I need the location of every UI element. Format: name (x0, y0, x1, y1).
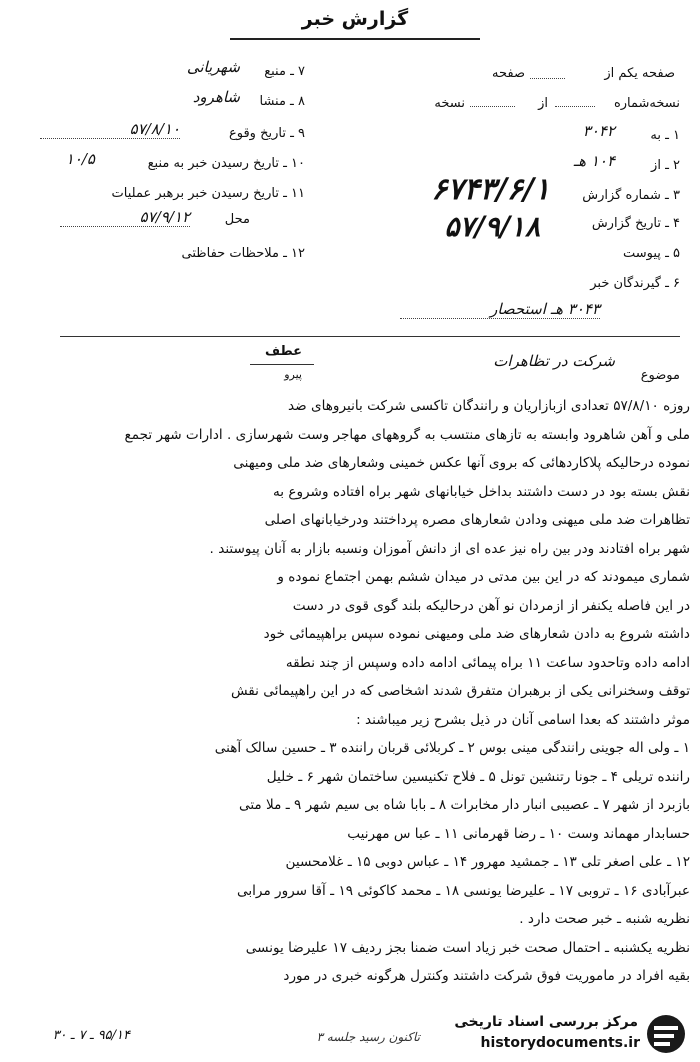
field-4-label: ۴ ـ تاریخ گزارش (591, 216, 680, 231)
page-unit: صفحه (492, 66, 525, 81)
body-line: نظریه یکشنبه ـ احتمال صحت خبر زیاد است ضمنا بجز ردیف ۱۷ علیرضا یونسی (245, 939, 690, 956)
peiro-label: پیرو (284, 368, 302, 381)
body-line: ملی و آهن شاهرود وابسته به تازهای منتسب به گروههای مهاجر وست شهرسازی . ادارات شهر تجمع (124, 426, 690, 443)
field-1-value: ۳۰۴۲ (582, 122, 615, 140)
body-line: داشته شروع به دادن شعارهای ضد ملی ومیهنی نموده سپس براهپیمائی خود (263, 626, 690, 642)
field-6-value: ۳۰۴۳ هـ استحصار (400, 300, 600, 319)
report-body (30, 392, 690, 991)
field-2-value: ۱۰۴ هـ (573, 152, 615, 170)
field-9-value: ۵۷/۸/۱۰ (40, 120, 180, 139)
field-2-label: ۲ ـ از (651, 158, 680, 173)
field-6-label: ۶ ـ گیرندگان خبر (590, 276, 680, 291)
field-3-label: ۳ ـ شماره گزارش (582, 188, 680, 203)
field-5-label: ۵ ـ پیوست (623, 246, 680, 261)
body-line: تظاهرات ضد ملی میهنی ودادن شعارهای مصره پرداختند ودرخیابانهای اصلی (264, 512, 690, 528)
field-7-label: ۷ ـ منبع (264, 64, 305, 79)
field-4-value: ۵۷/۹/۱۸ (444, 210, 540, 243)
atf-label: عطف (264, 344, 302, 359)
page-blank (530, 64, 565, 79)
field-8-label: ۸ ـ منشا (259, 94, 305, 109)
atf-separator (250, 364, 314, 365)
page-label: صفحه یکم از (604, 66, 675, 81)
header-divider (60, 336, 680, 337)
body-line: نموده درحالیکه پلاکاردهائی که بروی آنها عکس خمینی وشعارهای ضد ملی ومیهنی (233, 455, 690, 471)
copy-unit: نسخه (434, 96, 465, 111)
subject-value: شرکت در تظاهرات (493, 352, 615, 370)
field-11-value: ۵۷/۹/۱۲ (60, 208, 190, 227)
copy-of: از (538, 96, 548, 111)
body-line: راننده تریلی ۴ ـ جونا رتنشین تونل ۵ ـ فلاح تکنیسین ساختمان شهر ۶ ـ خلیل (266, 768, 690, 785)
body-line: نظریه شنبه ـ خبر صحت دارد . (519, 911, 690, 927)
body-line: بازبرد از شهر ۷ ـ عصیبی انبار دار مخابرات ۸ ـ بابا شاه بی سیم شهر ۹ ـ ملا متی (238, 797, 690, 813)
body-line: شماری میمودند که در این بین مدتی در میدان ششم بهمن اجتماع نموده و (277, 569, 690, 585)
body-line: در این فاصله یکنفر از ازمردان نو آهن درحالیکه بلند گوی قوی در دست (292, 597, 690, 614)
body-line: روزه ۵۷/۸/۱۰ تعدادی ازبازاریان و رانندگان تاکسی شرکت بانیروهای ضد (287, 398, 690, 414)
field-12-label: ۱۲ ـ ملاحظات حفاظتی (181, 246, 305, 261)
body-line: ادامه داده وتاحدود ساعت ۱۱ براه پیمائی ادامه داده وسپس از چند نطقه (285, 654, 690, 671)
copy-blank-1 (555, 92, 595, 107)
body-line: عبرآبادی ۱۶ ـ تروبی ۱۷ ـ علیرضا یونسی ۱۸ ـ محمد کاکوئی ۱۹ ـ آقا سرور مرابی (237, 882, 690, 899)
field-8-value: شاهرود (192, 88, 240, 106)
body-line: موثر داشتند که بعدا اسامی آنان در ذیل بشرح زیر میباشند : (356, 711, 690, 728)
watermark-line2: historydocuments.ir (480, 1035, 640, 1051)
bottom-handwriting: تاکنون رسید جلسه ۳ (316, 1030, 420, 1044)
copy-blank-2 (470, 92, 515, 107)
body-line: ۱ ـ ولی اله جوینی رانندگی مینی بوس ۲ ـ کربلائی قربان راننده ۳ ـ حسین سالک آهنی (214, 740, 690, 756)
field-7-value: شهریانی (186, 58, 240, 76)
field-9-label: ۹ ـ تاریخ وقوع (228, 126, 305, 141)
field-3-value: ۶۷۴۳/۶/۱ (431, 172, 550, 207)
copy-label: نسخه‌شماره (613, 96, 680, 111)
field-1-label: ۱ ـ به (650, 128, 680, 143)
body-line: ۱۲ ـ علی اصغر تلی ۱۳ ـ جمشید مهرور ۱۴ ـ عباس دوبی ۱۵ ـ غلامحسین (285, 854, 690, 870)
body-line: حسابدار مهماند وست ۱۰ ـ رضا قهرمانی ۱۱ ـ عبا س مهرنیب (347, 825, 690, 842)
field-10-label: ۱۰ ـ تاریخ رسیدن خبر به منبع (147, 156, 305, 171)
field-11-label: ۱۱ ـ تاریخ رسیدن خبر برهبر عملیات (111, 186, 305, 201)
body-line: توقف وسخنرانی یکی از برهبران متفرق شدند اشخاصی که در این راهپیمائی نقش (230, 683, 690, 699)
body-line: شهر براه افتادند ودر بین راه نیز عده ای از دانش آموزان ونسبه بازار به آنان پیوستند . (209, 540, 690, 557)
bottom-note: ۹۵/۱۴ ـ ۷ ـ ۳۰ (52, 1028, 130, 1043)
archive-watermark (440, 1010, 690, 1058)
subject-label: موضوع (640, 368, 680, 383)
field-11-place: محل (224, 212, 250, 227)
watermark-line1: مرکز بررسی اسناد تاریخی (454, 1014, 638, 1030)
title-underline (230, 38, 480, 40)
body-line: بقیه افراد در ماموریت فوق شرکت داشتند وکنترل هرگونه خبری در مورد (283, 968, 690, 984)
report-title: گزارش خبر (301, 8, 409, 30)
body-line: نقش بسته بود در دست داشتند بداخل خیابانهای شهر براه افتاده وشروع به (272, 483, 690, 500)
field-10-value: ۱۰/۵ (65, 150, 95, 168)
